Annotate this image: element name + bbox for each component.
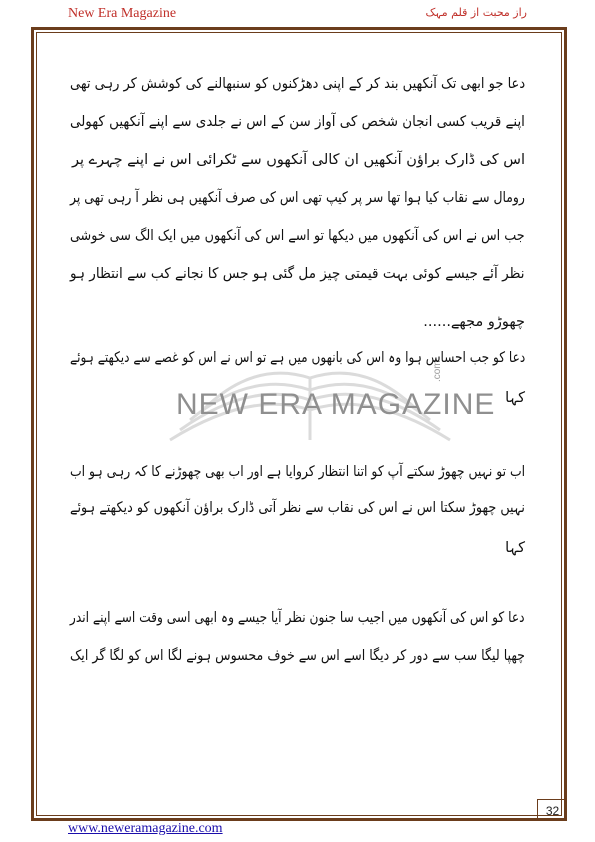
- body-line: رومال سے نقاب کیا ہوا تھا سر پر کیپ تھی اس کی صرف آنکھیں ہی نظر آ رہی تھی پر: [70, 190, 525, 206]
- body-line: دعا کو جب احساس ہوا وہ اس کی بانھوں میں ہے تو اس نے اس کو غصے سے دیکھتے ہوئے: [69, 350, 525, 366]
- magazine-name: New Era Magazine: [68, 6, 177, 21]
- body-line: چھوڑو مجھے......: [423, 314, 525, 330]
- body-line: چھپا لیگا سب سے دور کر دیگا اسے اس سے خوف محسوس ہونے لگا اس کو لگا گر ایک: [70, 648, 525, 664]
- body-line: اب تو نہیں چھوڑ سکتے آپ کو اتنا انتظار کروایا ہے اور اب بھی چھوڑنے کا کہ رہی ہو اب: [69, 464, 525, 480]
- page-number: 32: [537, 799, 567, 821]
- footer-url-link[interactable]: www.neweramagazine.com: [68, 821, 223, 836]
- body-line: نظر آئے جیسے کوئی بہت قیمتی چیز مل گئی ہو جس کا نجانے کب سے انتظار ہو: [70, 266, 525, 282]
- story-credit: راز محبت از قلم مہک: [425, 6, 527, 19]
- body-line: اس کی ڈارک براؤن آنکھیں ان کالی آنکھوں سے ٹکرائی اس نے اپنے چہرے پر: [71, 152, 525, 168]
- watermark-dotcom: .com: [432, 360, 443, 382]
- body-line: جب اس نے اس کی آنکھوں میں دیکھا تو اسے اس کی آنکھوں میں ایک الگ سی خوشی: [70, 228, 525, 244]
- body-line: دعا جو ابھی تک آنکھیں بند کر کے اپنی دھڑکنوں کو سنبھالنے کی کوشش کر رہی تھی: [69, 76, 525, 92]
- watermark-title: NEW ERA MAGAZINE: [176, 388, 496, 421]
- body-line: اپنے قریب کسی انجان شخص کی آواز سن کے اس نے جلدی سے اپنے آنکھیں کھولی: [70, 114, 525, 130]
- body-line: نہیں چھوڑ سکتا اس نے اس کی نقاب سے نظر آتی ڈارک براؤن آنکھوں کو دیکھتے ہوئے: [70, 500, 525, 516]
- body-line: کہا: [505, 540, 525, 556]
- body-line: دعا کو اس کی آنکھوں میں اجیب سا جنون نظر آیا جیسے وہ ابھی اسی وقت اسے اپنے اندر: [70, 610, 525, 626]
- body-line: کہا: [505, 390, 525, 406]
- page-border-inner: [36, 32, 562, 816]
